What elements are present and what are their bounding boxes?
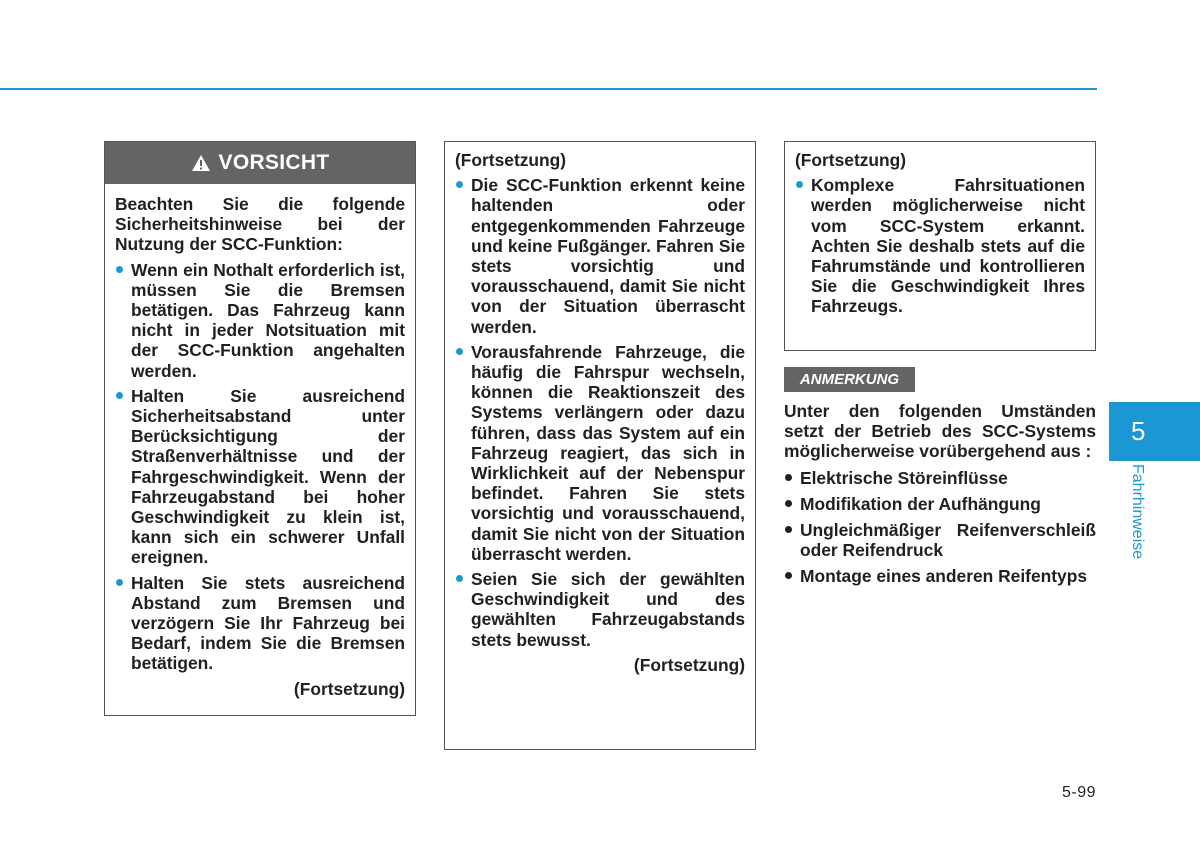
caution-title: VORSICHT <box>218 151 330 174</box>
caution-header <box>105 142 415 184</box>
continued-label: (Fortsetzung) <box>633 654 745 675</box>
note-intro: Unter den folgenden Umständen setzt der Betrieb des SCC-Systems möglicherweise vorübergehend aus : <box>784 401 1096 462</box>
continued-heading: (Fortsetzung) <box>795 150 907 170</box>
caution-intro: Beachten Sie die folgende Sicherheitshinweise bei der Nutzung der SCC-Funktion: <box>115 194 405 255</box>
continued-label: (Fortsetzung) <box>293 678 405 699</box>
list-item: Die SCC-Funktion erkennt keine haltenden oder entgegenkommenden Fahrzeuge und keine Fußgänger. Fahren Sie stets vorsichtig und vorausschauend, damit Sie nicht von der Situation überrascht werden. <box>455 175 745 337</box>
list-item: Montage eines anderen Reifentyps <box>784 566 1096 586</box>
list-item: Halten Sie ausreichend Sicherheitsabstand unter Berücksichtigung der Straßenverhältnisse und der Fahrgeschwindigkeit. Wenn der Fahrzeugabstand bei hoher Geschwindigkeit zu klein ist, kann sich ein schwerer Unfall ereignen. <box>115 386 405 568</box>
list-item: Halten Sie stets ausreichend Abstand zum Bremsen und verzögern Sie Ihr Fahrzeug bei Bedarf, indem Sie die Bremsen betätigen. <box>115 573 405 674</box>
chapter-label: Fahrhinweise <box>1129 464 1146 560</box>
list-item: Ungleichmäßiger Reifenverschleiß oder Reifendruck <box>784 520 1096 560</box>
warning-triangle-icon <box>191 154 211 172</box>
list-item: Elektrische Störeinflüsse <box>784 468 1096 488</box>
caution-box <box>104 141 416 716</box>
note-tag: ANMERKUNG <box>784 367 915 392</box>
list-item: Modifikation der Aufhängung <box>784 494 1096 514</box>
list-item: Komplexe Fahrsituationen werden möglicherweise nicht vom SCC-System erkannt. Achten Sie deshalb stets auf die Fahrumstände und kontrollieren Sie die Geschwindigkeit Ihres Fahrzeugs. <box>795 175 1085 316</box>
chapter-tab: 5 <box>1109 402 1200 461</box>
list-item: Wenn ein Nothalt erforderlich ist, müssen Sie die Bremsen betätigen. Das Fahrzeug kann nicht in jeder Notsituation mit der SCC-Funktion angehalten werden. <box>115 260 405 381</box>
note-body <box>784 401 1096 587</box>
list-item: Seien Sie sich der gewählten Geschwindigkeit und des gewählten Fahrzeugabstands stets bewusst. <box>455 569 745 650</box>
list-item: Vorausfahrende Fahrzeuge, die häufig die Fahrspur wechseln, können die Reaktionszeit des Systems verlängern oder dazu führen, dass das System auf ein Fahrzeug reagiert, das sich in Wirklichkeit auf der Nebenspur befindet. Fahren Sie stets vorsichtig und vorausschauend, damit Sie nicht von der Situation überrascht werden. <box>455 342 745 564</box>
top-rule <box>0 88 1097 90</box>
continued-heading: (Fortsetzung) <box>455 150 567 170</box>
continuation-box <box>784 141 1096 351</box>
page-number: 5-99 <box>1061 784 1096 801</box>
continuation-box <box>444 141 756 750</box>
